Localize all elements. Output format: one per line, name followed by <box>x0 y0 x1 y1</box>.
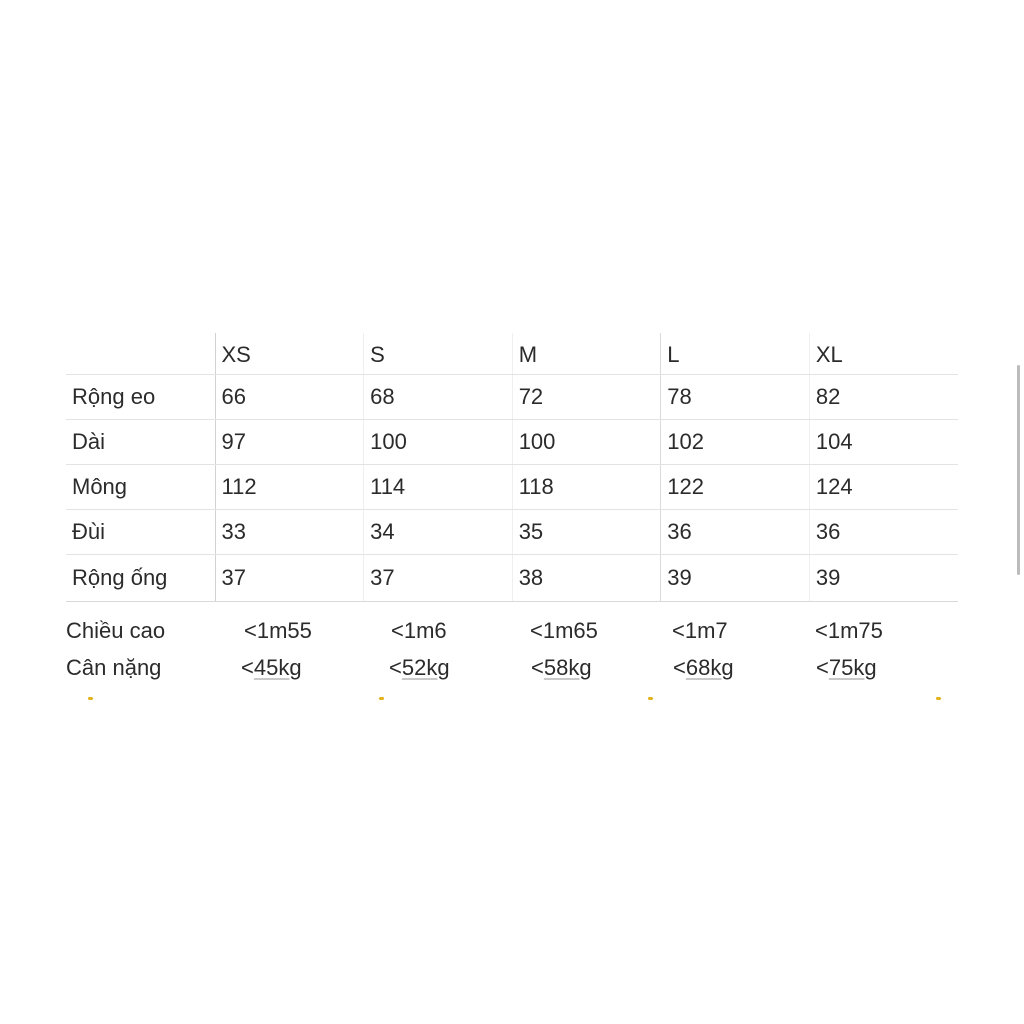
table-cell: 38 <box>512 555 661 602</box>
accent-dot <box>379 697 384 700</box>
weight-amount: 45kg <box>253 655 302 680</box>
row-label: Mông <box>66 465 215 510</box>
size-chart-table <box>66 333 958 602</box>
table-cell: 35 <box>512 510 661 555</box>
table-row <box>66 465 958 510</box>
weight-amount: 75kg <box>828 655 877 680</box>
table-cell: 66 <box>215 375 364 420</box>
weight-value-m <box>531 655 592 681</box>
row-label: Đùi <box>66 510 215 555</box>
weight-prefix: < <box>816 655 829 680</box>
table-row <box>66 555 958 602</box>
weight-guide-row <box>66 655 958 685</box>
table-cell: 39 <box>809 555 958 602</box>
height-guide-row <box>66 618 958 648</box>
weight-prefix: < <box>241 655 254 680</box>
weight-value-s <box>389 655 450 681</box>
table-cell: 37 <box>364 555 513 602</box>
table-cell: 34 <box>364 510 513 555</box>
header-size-xs: XS <box>215 333 364 375</box>
weight-prefix: < <box>389 655 402 680</box>
weight-amount: 68kg <box>685 655 734 680</box>
table-cell: 112 <box>215 465 364 510</box>
header-empty-cell <box>66 333 215 375</box>
row-label: Rộng ống <box>66 555 215 602</box>
table-row <box>66 420 958 465</box>
weight-amount: 52kg <box>401 655 450 680</box>
table-row <box>66 510 958 555</box>
table-cell: 102 <box>661 420 810 465</box>
table-cell: 39 <box>661 555 810 602</box>
table-cell: 82 <box>809 375 958 420</box>
header-size-m: M <box>512 333 661 375</box>
weight-prefix: < <box>531 655 544 680</box>
weight-value-xl <box>816 655 877 681</box>
table-cell: 97 <box>215 420 364 465</box>
height-value-s: <1m6 <box>391 618 447 643</box>
header-size-l: L <box>661 333 810 375</box>
height-value-xs: <1m55 <box>244 618 312 643</box>
table-cell: 68 <box>364 375 513 420</box>
table-header-row <box>66 333 958 375</box>
accent-dot <box>648 697 653 700</box>
table-cell: 36 <box>661 510 810 555</box>
table-cell: 78 <box>661 375 810 420</box>
table-cell: 72 <box>512 375 661 420</box>
table-cell: 100 <box>364 420 513 465</box>
weight-amount: 58kg <box>543 655 592 680</box>
table-row <box>66 375 958 420</box>
accent-dot <box>936 697 941 700</box>
vertical-scrollbar[interactable] <box>1017 365 1020 575</box>
weight-value-xs <box>241 655 302 681</box>
weight-label: Cân nặng <box>66 655 162 680</box>
height-label: Chiều cao <box>66 618 166 643</box>
height-value-l: <1m7 <box>672 618 728 643</box>
height-value-xl: <1m75 <box>815 618 883 643</box>
table-cell: 36 <box>809 510 958 555</box>
table-cell: 100 <box>512 420 661 465</box>
accent-dot <box>88 697 93 700</box>
table-cell: 104 <box>809 420 958 465</box>
table-cell: 122 <box>661 465 810 510</box>
table-cell: 114 <box>364 465 513 510</box>
weight-prefix: < <box>673 655 686 680</box>
height-value-m: <1m65 <box>530 618 598 643</box>
header-size-s: S <box>364 333 513 375</box>
table-cell: 118 <box>512 465 661 510</box>
row-label: Dài <box>66 420 215 465</box>
table-cell: 124 <box>809 465 958 510</box>
table-cell: 33 <box>215 510 364 555</box>
weight-value-l <box>673 655 734 681</box>
header-size-xl: XL <box>809 333 958 375</box>
row-label: Rộng eo <box>66 375 215 420</box>
table-cell: 37 <box>215 555 364 602</box>
